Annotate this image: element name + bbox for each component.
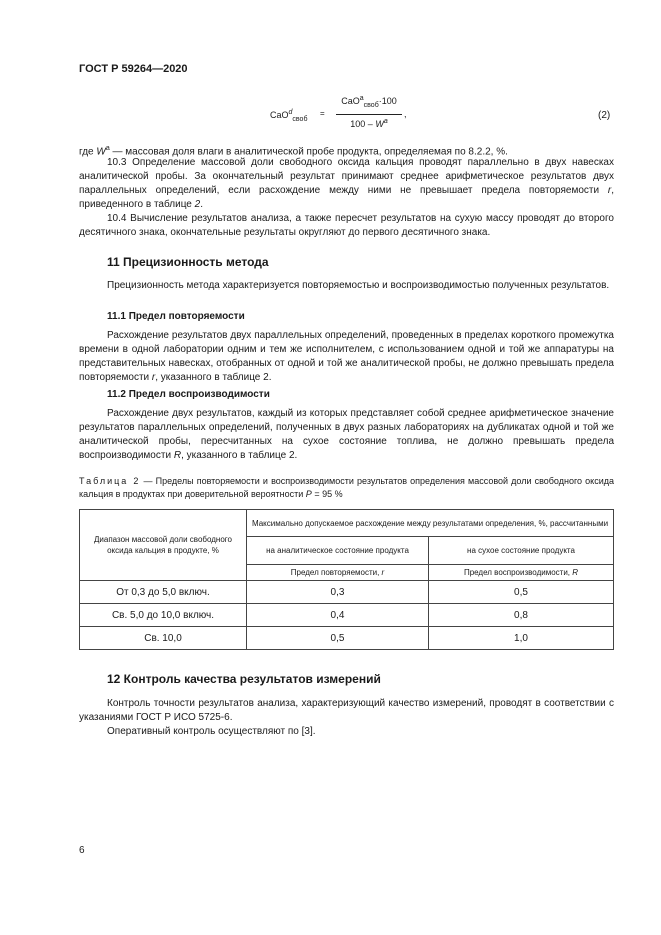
subsection-11-1-title: 11.1 Предел повторяемости — [107, 311, 245, 322]
row-repeatability-value: 0,3 — [247, 581, 429, 604]
col-header-range: Диапазон массовой доли свободного оксида кальция в продукте, % — [80, 510, 247, 581]
standard-designation: ГОСТ Р 59264—2020 — [79, 63, 188, 75]
col-header-group: Максимально допускаемое расхождение между результатами определения, %, рассчитанными — [247, 510, 614, 537]
col-header-reproducibility: Предел воспроизводимости, R — [429, 565, 614, 581]
row-reproducibility-value: 0,5 — [429, 581, 614, 604]
para-10-4: 10.4 Вычисление результатов анализа, а также пересчет результатов на сухую массу проводят до второго десятичного знака, окончательные результаты округляют до первого десятичного знака. — [79, 213, 614, 238]
section-11-title: 11 Прецизионность метода — [107, 255, 269, 269]
table-row — [80, 581, 614, 604]
row-reproducibility-value: 0,8 — [429, 604, 614, 627]
row-reproducibility-value: 1,0 — [429, 627, 614, 650]
row-range: Св. 5,0 до 10,0 включ. — [80, 604, 247, 627]
formula-equals: = — [320, 109, 325, 118]
section-12-para-2: Оперативный контроль осуществляют по [3]. — [107, 726, 316, 737]
para-where: где $W^a$ — массовая доля влаги в аналитической пробе продукта, определяемая по 8.2.2, %. — [79, 145, 508, 158]
formula-number: (2) — [598, 110, 611, 121]
formula-lhs: CaO$^d_{своб}$ — [270, 109, 308, 123]
row-repeatability-value: 0,4 — [247, 604, 429, 627]
table-row — [80, 604, 614, 627]
col-header-dry: на сухое состояние продукта — [429, 537, 614, 565]
table-caption: Таблица 2 — Пределы повторяемости и воспроизводимости результатов определения массовой доли свободного оксида кальция в продуктах при доверительной вероятности P = 95 % — [79, 476, 614, 499]
subsection-11-1-text: Расхождение результатов двух параллельных определений, проведенных в пределах короткого промежутка времени в одной лаборатории одним и тем же исполнителем, с использованием одной и той же аппаратуры на представительных навесках, отобранных от одной и той же аналитической пробы, не должно превышать предела повторяемости r, указанного в таблице 2. — [79, 330, 614, 383]
subsection-11-2-title: 11.2 Предел воспроизводимости — [107, 389, 270, 400]
row-repeatability-value: 0,5 — [247, 627, 429, 650]
formula-2 — [270, 95, 420, 135]
col-header-repeatability: Предел повторяемости, r — [247, 565, 429, 581]
table-row — [80, 627, 614, 650]
section-12-title: 12 Контроль качества результатов измерений — [107, 672, 381, 686]
formula-comma: , — [404, 109, 407, 119]
para-10-3: 10.3 Определение массовой доли свободного оксида кальция проводят параллельно в двух навесках аналитической пробы. За окончательный результат принимают среднее арифметическое результатов двух параллельных определений, если расхождение между ними не превышает предела повторяемости r, приведенного в таблице 2. — [79, 157, 614, 210]
precision-table — [79, 509, 614, 650]
section-12-para-1: Контроль точности результатов анализа, характеризующий качество измерений, проводят в соответствии с указаниями ГОСТ Р ИСО 5725-6. — [79, 698, 614, 723]
subsection-11-2-text: Расхождение двух результатов, каждый из которых представляет собой среднее арифметическое значение результатов параллельных определений, полученных в двух разных лабораториях на дубликатах одной и той же аналитической пробы, пересчитанных на сухое состояние топлива, не должно превышать предела воспроизводимости R, указанного в таблице 2. — [79, 408, 614, 461]
row-range: Св. 10,0 — [80, 627, 247, 650]
fraction-bar — [336, 114, 402, 115]
formula-numerator: CaO$^a_{своб}$·100 — [341, 95, 397, 109]
row-range: От 0,3 до 5,0 включ. — [80, 581, 247, 604]
formula-denominator: $100 - W^a$ — [350, 118, 388, 129]
page-number: 6 — [79, 845, 85, 856]
col-header-analytical: на аналитическое состояние продукта — [247, 537, 429, 565]
section-11-intro: Прецизионность метода характеризуется повторяемостью и воспроизводимостью полученных результатов. — [107, 280, 610, 291]
